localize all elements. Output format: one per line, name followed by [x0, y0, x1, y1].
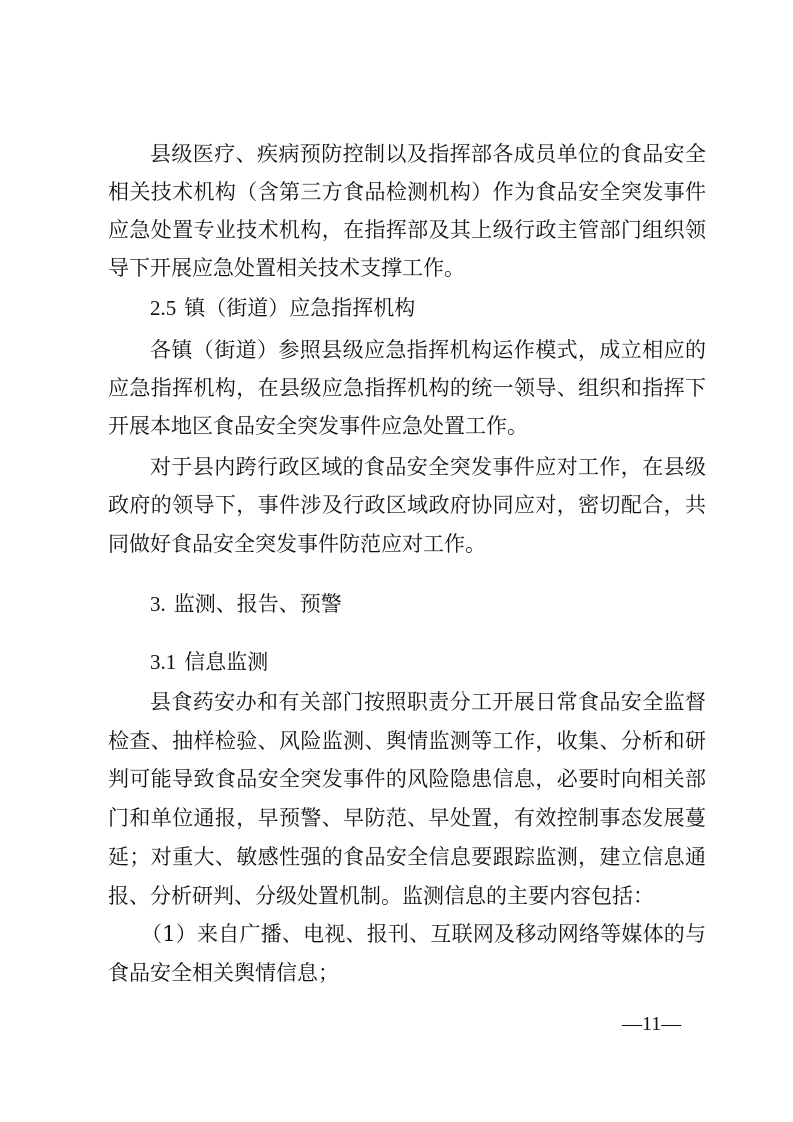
- paragraph-line: 相关技术机构（含第三方食品检测机构）作为食品安全突发事件: [108, 180, 706, 204]
- paragraph-line: 同做好食品安全突发事件防范应对工作。: [108, 532, 486, 556]
- section-title: 信息监测: [184, 650, 269, 674]
- section-number: 3.: [150, 592, 166, 616]
- paragraph-line: 延；对重大、敏感性强的食品安全信息要跟踪监测，建立信息通: [108, 845, 706, 869]
- section-title: 监测、报告、预警: [173, 592, 342, 616]
- paragraph-line: 开展本地区食品安全突发事件应急处置工作。: [108, 414, 528, 438]
- paragraph-line: 对于县内跨行政区域的食品安全突发事件应对工作，在县级: [150, 455, 706, 479]
- paragraph-line: （1）来自广播、电视、报刊、互联网及移动网络等媒体的与: [141, 922, 706, 946]
- paragraph-line: 食品安全相关舆情信息；: [108, 961, 339, 985]
- paragraph-line: 应急处置专业技术机构，在指挥部及其上级行政主管部门组织领: [108, 218, 706, 242]
- paragraph-line: 导下开展应急处置相关技术支撑工作。: [108, 256, 465, 280]
- paragraph-line: 各镇（街道）参照县级应急指挥机构运作模式，成立相应的: [150, 338, 706, 362]
- section-title: 镇（街道）应急指挥机构: [184, 296, 416, 320]
- paragraph-line: 报、分析研判、分级处置机制。监测信息的主要内容包括：: [108, 884, 654, 908]
- section-number: 3.1: [150, 650, 177, 674]
- paragraph-line: 县食药安办和有关部门按照职责分工开展日常食品安全监督: [150, 690, 706, 714]
- paragraph-line: 政府的领导下，事件涉及行政区域政府协同应对，密切配合，共: [108, 493, 706, 517]
- section-heading: [150, 588, 342, 620]
- page-number: —11—: [622, 1013, 682, 1035]
- paragraph-line: 判可能导致食品安全突发事件的风险隐患信息，必要时向相关部: [108, 767, 706, 791]
- section-heading: [150, 292, 415, 324]
- section-heading: [150, 646, 268, 678]
- paragraph-line: 应急指挥机构，在县级应急指挥机构的统一领导、组织和指挥下: [108, 376, 706, 400]
- section-number: 2.5: [150, 296, 177, 320]
- paragraph-line: 检查、抽样检验、风险监测、舆情监测等工作，收集、分析和研: [108, 729, 706, 753]
- paragraph-line: 门和单位通报，早预警、早防范、早处置，有效控制事态发展蔓: [108, 806, 706, 830]
- paragraph-line: 县级医疗、疾病预防控制以及指挥部各成员单位的食品安全: [150, 142, 706, 166]
